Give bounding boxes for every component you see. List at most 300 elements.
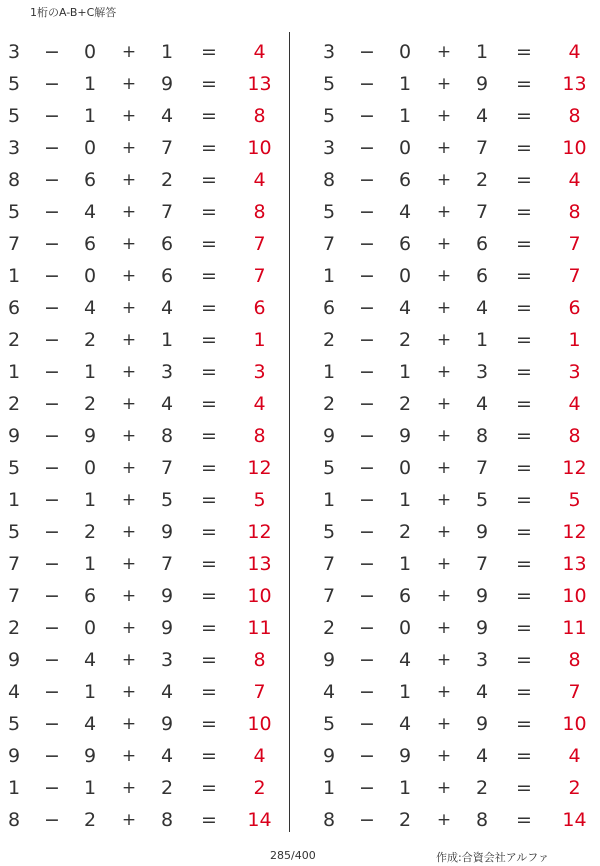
operand-c: 8 bbox=[160, 425, 174, 447]
equals-sign: = bbox=[201, 649, 217, 671]
operand-c: 8 bbox=[160, 809, 174, 831]
minus-sign: − bbox=[44, 201, 60, 223]
plus-sign: + bbox=[436, 106, 452, 126]
operand-b: 2 bbox=[83, 393, 97, 415]
operand-a: 2 bbox=[7, 329, 21, 351]
operand-a: 5 bbox=[322, 201, 336, 223]
operand-b: 1 bbox=[398, 777, 412, 799]
operand-a: 7 bbox=[7, 233, 21, 255]
plus-sign: + bbox=[436, 650, 452, 670]
operand-a: 2 bbox=[7, 617, 21, 639]
equals-sign: = bbox=[201, 713, 217, 735]
equals-sign: = bbox=[201, 489, 217, 511]
equals-sign: = bbox=[516, 489, 532, 511]
operand-b: 1 bbox=[83, 681, 97, 703]
plus-sign: + bbox=[436, 586, 452, 606]
operand-a: 7 bbox=[322, 553, 336, 575]
plus-sign: + bbox=[121, 74, 137, 94]
plus-sign: + bbox=[121, 362, 137, 382]
minus-sign: − bbox=[359, 393, 375, 415]
answer-value: 10 bbox=[562, 585, 587, 607]
problem-row bbox=[315, 388, 595, 420]
plus-sign: + bbox=[436, 490, 452, 510]
minus-sign: − bbox=[359, 745, 375, 767]
minus-sign: − bbox=[44, 745, 60, 767]
problem-row bbox=[0, 740, 280, 772]
page-number: 285/400 bbox=[270, 849, 316, 862]
operand-a: 1 bbox=[322, 361, 336, 383]
operand-a: 8 bbox=[322, 809, 336, 831]
answer-value: 7 bbox=[568, 681, 581, 703]
operand-b: 0 bbox=[83, 457, 97, 479]
problem-row bbox=[0, 228, 280, 260]
plus-sign: + bbox=[436, 746, 452, 766]
equals-sign: = bbox=[516, 713, 532, 735]
problem-row bbox=[0, 580, 280, 612]
problem-row bbox=[0, 516, 280, 548]
answer-value: 4 bbox=[568, 393, 581, 415]
operand-c: 4 bbox=[475, 681, 489, 703]
plus-sign: + bbox=[121, 618, 137, 638]
equals-sign: = bbox=[516, 329, 532, 351]
equals-sign: = bbox=[516, 297, 532, 319]
operand-c: 4 bbox=[160, 745, 174, 767]
minus-sign: − bbox=[44, 233, 60, 255]
operand-a: 5 bbox=[322, 457, 336, 479]
minus-sign: − bbox=[359, 329, 375, 351]
minus-sign: − bbox=[44, 617, 60, 639]
operand-a: 5 bbox=[7, 73, 21, 95]
operand-b: 6 bbox=[83, 169, 97, 191]
problem-row bbox=[315, 516, 595, 548]
problem-row bbox=[315, 676, 595, 708]
answer-value: 1 bbox=[568, 329, 581, 351]
problem-row bbox=[0, 676, 280, 708]
equals-sign: = bbox=[516, 425, 532, 447]
operand-c: 4 bbox=[160, 297, 174, 319]
equals-sign: = bbox=[516, 265, 532, 287]
answer-value: 2 bbox=[568, 777, 581, 799]
problem-row bbox=[315, 612, 595, 644]
plus-sign: + bbox=[121, 714, 137, 734]
plus-sign: + bbox=[436, 810, 452, 830]
equals-sign: = bbox=[516, 457, 532, 479]
plus-sign: + bbox=[121, 426, 137, 446]
operand-a: 6 bbox=[322, 297, 336, 319]
operand-c: 6 bbox=[160, 265, 174, 287]
operand-a: 5 bbox=[7, 201, 21, 223]
equals-sign: = bbox=[201, 201, 217, 223]
minus-sign: − bbox=[359, 425, 375, 447]
minus-sign: − bbox=[359, 457, 375, 479]
answer-value: 13 bbox=[247, 73, 272, 95]
problem-row bbox=[0, 132, 280, 164]
answer-value: 10 bbox=[562, 137, 587, 159]
equals-sign: = bbox=[516, 809, 532, 831]
plus-sign: + bbox=[436, 778, 452, 798]
plus-sign: + bbox=[121, 170, 137, 190]
problem-row bbox=[0, 36, 280, 68]
problem-row bbox=[315, 68, 595, 100]
answer-value: 10 bbox=[562, 713, 587, 735]
plus-sign: + bbox=[121, 138, 137, 158]
answer-value: 13 bbox=[562, 73, 587, 95]
answer-value: 7 bbox=[568, 233, 581, 255]
operand-c: 7 bbox=[475, 201, 489, 223]
problem-row bbox=[315, 804, 595, 836]
answer-value: 4 bbox=[568, 41, 581, 63]
minus-sign: − bbox=[44, 585, 60, 607]
operand-a: 2 bbox=[322, 329, 336, 351]
minus-sign: − bbox=[44, 553, 60, 575]
equals-sign: = bbox=[516, 361, 532, 383]
operand-b: 4 bbox=[83, 649, 97, 671]
answer-value: 3 bbox=[568, 361, 581, 383]
equals-sign: = bbox=[201, 681, 217, 703]
plus-sign: + bbox=[436, 202, 452, 222]
equals-sign: = bbox=[201, 777, 217, 799]
operand-c: 3 bbox=[160, 361, 174, 383]
operand-c: 1 bbox=[160, 329, 174, 351]
equals-sign: = bbox=[201, 393, 217, 415]
operand-b: 0 bbox=[398, 617, 412, 639]
operand-c: 9 bbox=[475, 617, 489, 639]
equals-sign: = bbox=[516, 73, 532, 95]
problem-row bbox=[315, 484, 595, 516]
operand-b: 1 bbox=[83, 553, 97, 575]
minus-sign: − bbox=[44, 41, 60, 63]
operand-a: 1 bbox=[7, 777, 21, 799]
operand-a: 4 bbox=[7, 681, 21, 703]
equals-sign: = bbox=[516, 521, 532, 543]
minus-sign: − bbox=[44, 297, 60, 319]
plus-sign: + bbox=[121, 106, 137, 126]
plus-sign: + bbox=[121, 298, 137, 318]
operand-c: 6 bbox=[475, 233, 489, 255]
problem-row bbox=[315, 708, 595, 740]
answer-column-right bbox=[315, 36, 595, 836]
page-title: 1桁のA-B+C解答 bbox=[30, 6, 117, 19]
operand-b: 1 bbox=[83, 73, 97, 95]
operand-b: 6 bbox=[398, 169, 412, 191]
answer-value: 1 bbox=[253, 329, 266, 351]
problem-row bbox=[315, 772, 595, 804]
operand-a: 9 bbox=[7, 745, 21, 767]
operand-b: 1 bbox=[398, 681, 412, 703]
equals-sign: = bbox=[516, 137, 532, 159]
plus-sign: + bbox=[436, 554, 452, 574]
plus-sign: + bbox=[121, 234, 137, 254]
operand-b: 2 bbox=[398, 809, 412, 831]
minus-sign: − bbox=[359, 169, 375, 191]
minus-sign: − bbox=[44, 105, 60, 127]
operand-b: 6 bbox=[398, 233, 412, 255]
operand-c: 4 bbox=[475, 393, 489, 415]
operand-a: 3 bbox=[7, 41, 21, 63]
operand-c: 4 bbox=[160, 105, 174, 127]
problem-row bbox=[0, 612, 280, 644]
plus-sign: + bbox=[436, 298, 452, 318]
answer-value: 4 bbox=[253, 393, 266, 415]
operand-c: 9 bbox=[160, 713, 174, 735]
operand-a: 1 bbox=[322, 265, 336, 287]
equals-sign: = bbox=[516, 169, 532, 191]
operand-a: 1 bbox=[7, 265, 21, 287]
operand-a: 3 bbox=[7, 137, 21, 159]
equals-sign: = bbox=[516, 201, 532, 223]
problem-row bbox=[0, 292, 280, 324]
equals-sign: = bbox=[201, 265, 217, 287]
answer-value: 3 bbox=[253, 361, 266, 383]
answer-value: 8 bbox=[253, 425, 266, 447]
plus-sign: + bbox=[436, 394, 452, 414]
problem-row bbox=[315, 452, 595, 484]
operand-b: 4 bbox=[83, 713, 97, 735]
equals-sign: = bbox=[201, 41, 217, 63]
answer-value: 12 bbox=[562, 457, 587, 479]
operand-a: 5 bbox=[7, 521, 21, 543]
answer-value: 13 bbox=[562, 553, 587, 575]
minus-sign: − bbox=[359, 489, 375, 511]
answer-value: 14 bbox=[247, 809, 272, 831]
operand-a: 7 bbox=[7, 585, 21, 607]
equals-sign: = bbox=[201, 169, 217, 191]
problem-row bbox=[315, 324, 595, 356]
problem-row bbox=[0, 388, 280, 420]
plus-sign: + bbox=[436, 714, 452, 734]
operand-b: 2 bbox=[398, 521, 412, 543]
operand-a: 5 bbox=[7, 457, 21, 479]
equals-sign: = bbox=[516, 649, 532, 671]
answer-value: 6 bbox=[568, 297, 581, 319]
operand-a: 2 bbox=[7, 393, 21, 415]
operand-b: 4 bbox=[83, 201, 97, 223]
minus-sign: − bbox=[44, 649, 60, 671]
equals-sign: = bbox=[516, 105, 532, 127]
plus-sign: + bbox=[121, 394, 137, 414]
operand-c: 9 bbox=[475, 521, 489, 543]
operand-c: 9 bbox=[475, 585, 489, 607]
plus-sign: + bbox=[121, 266, 137, 286]
operand-b: 1 bbox=[398, 489, 412, 511]
operand-b: 1 bbox=[83, 361, 97, 383]
operand-b: 6 bbox=[398, 585, 412, 607]
minus-sign: − bbox=[44, 777, 60, 799]
minus-sign: − bbox=[44, 265, 60, 287]
operand-a: 8 bbox=[7, 809, 21, 831]
equals-sign: = bbox=[201, 457, 217, 479]
operand-b: 0 bbox=[83, 41, 97, 63]
plus-sign: + bbox=[121, 778, 137, 798]
problem-row bbox=[0, 196, 280, 228]
operand-b: 1 bbox=[398, 105, 412, 127]
problem-row bbox=[0, 452, 280, 484]
operand-c: 4 bbox=[475, 745, 489, 767]
answer-value: 11 bbox=[247, 617, 272, 639]
plus-sign: + bbox=[121, 458, 137, 478]
operand-c: 2 bbox=[475, 169, 489, 191]
minus-sign: − bbox=[44, 809, 60, 831]
operand-c: 7 bbox=[160, 201, 174, 223]
plus-sign: + bbox=[436, 426, 452, 446]
operand-b: 4 bbox=[398, 201, 412, 223]
operand-a: 6 bbox=[7, 297, 21, 319]
operand-b: 4 bbox=[83, 297, 97, 319]
equals-sign: = bbox=[201, 73, 217, 95]
answer-value: 6 bbox=[253, 297, 266, 319]
operand-a: 7 bbox=[322, 585, 336, 607]
operand-a: 5 bbox=[322, 521, 336, 543]
answer-value: 4 bbox=[253, 41, 266, 63]
equals-sign: = bbox=[201, 553, 217, 575]
operand-a: 3 bbox=[322, 137, 336, 159]
plus-sign: + bbox=[436, 170, 452, 190]
answer-value: 8 bbox=[568, 425, 581, 447]
plus-sign: + bbox=[436, 266, 452, 286]
operand-c: 9 bbox=[475, 73, 489, 95]
plus-sign: + bbox=[436, 138, 452, 158]
problem-row bbox=[315, 260, 595, 292]
operand-b: 1 bbox=[398, 553, 412, 575]
problem-row bbox=[0, 804, 280, 836]
operand-b: 0 bbox=[398, 137, 412, 159]
equals-sign: = bbox=[201, 105, 217, 127]
operand-b: 2 bbox=[83, 329, 97, 351]
answer-value: 7 bbox=[568, 265, 581, 287]
operand-b: 2 bbox=[83, 809, 97, 831]
minus-sign: − bbox=[44, 361, 60, 383]
problem-row bbox=[0, 356, 280, 388]
problem-row bbox=[315, 580, 595, 612]
answer-value: 10 bbox=[247, 713, 272, 735]
minus-sign: − bbox=[359, 585, 375, 607]
operand-a: 5 bbox=[322, 73, 336, 95]
author-credit: 作成:合資会社アルファ bbox=[436, 851, 550, 864]
operand-c: 7 bbox=[160, 137, 174, 159]
operand-b: 4 bbox=[398, 713, 412, 735]
operand-a: 5 bbox=[7, 105, 21, 127]
minus-sign: − bbox=[44, 489, 60, 511]
equals-sign: = bbox=[516, 585, 532, 607]
equals-sign: = bbox=[516, 617, 532, 639]
equals-sign: = bbox=[201, 809, 217, 831]
operand-b: 1 bbox=[398, 73, 412, 95]
answer-value: 7 bbox=[253, 265, 266, 287]
operand-c: 2 bbox=[475, 777, 489, 799]
plus-sign: + bbox=[436, 234, 452, 254]
operand-c: 7 bbox=[160, 553, 174, 575]
equals-sign: = bbox=[516, 777, 532, 799]
problem-row bbox=[315, 292, 595, 324]
operand-c: 6 bbox=[475, 265, 489, 287]
operand-a: 1 bbox=[322, 777, 336, 799]
minus-sign: − bbox=[359, 777, 375, 799]
operand-c: 3 bbox=[475, 649, 489, 671]
problem-row bbox=[315, 420, 595, 452]
operand-b: 1 bbox=[398, 361, 412, 383]
operand-b: 0 bbox=[83, 137, 97, 159]
answer-value: 8 bbox=[568, 649, 581, 671]
minus-sign: − bbox=[359, 649, 375, 671]
plus-sign: + bbox=[121, 490, 137, 510]
problem-row bbox=[0, 484, 280, 516]
plus-sign: + bbox=[436, 330, 452, 350]
operand-a: 1 bbox=[7, 489, 21, 511]
operand-a: 9 bbox=[322, 745, 336, 767]
plus-sign: + bbox=[121, 202, 137, 222]
equals-sign: = bbox=[516, 41, 532, 63]
equals-sign: = bbox=[201, 617, 217, 639]
equals-sign: = bbox=[516, 745, 532, 767]
minus-sign: − bbox=[44, 457, 60, 479]
minus-sign: − bbox=[44, 393, 60, 415]
problem-row bbox=[0, 548, 280, 580]
problem-row bbox=[315, 228, 595, 260]
operand-a: 5 bbox=[322, 105, 336, 127]
plus-sign: + bbox=[436, 458, 452, 478]
minus-sign: − bbox=[359, 809, 375, 831]
equals-sign: = bbox=[201, 329, 217, 351]
operand-c: 4 bbox=[475, 297, 489, 319]
operand-c: 6 bbox=[160, 233, 174, 255]
operand-b: 9 bbox=[83, 425, 97, 447]
plus-sign: + bbox=[121, 42, 137, 62]
answer-value: 8 bbox=[568, 105, 581, 127]
operand-a: 9 bbox=[7, 425, 21, 447]
operand-a: 7 bbox=[7, 553, 21, 575]
minus-sign: − bbox=[359, 233, 375, 255]
answer-value: 7 bbox=[253, 681, 266, 703]
operand-a: 9 bbox=[7, 649, 21, 671]
plus-sign: + bbox=[436, 42, 452, 62]
operand-b: 0 bbox=[398, 265, 412, 287]
equals-sign: = bbox=[201, 137, 217, 159]
plus-sign: + bbox=[121, 810, 137, 830]
operand-b: 0 bbox=[398, 41, 412, 63]
operand-b: 1 bbox=[83, 777, 97, 799]
answer-value: 10 bbox=[247, 585, 272, 607]
operand-b: 0 bbox=[83, 617, 97, 639]
answer-value: 10 bbox=[247, 137, 272, 159]
operand-b: 2 bbox=[398, 393, 412, 415]
operand-b: 1 bbox=[83, 489, 97, 511]
problem-row bbox=[0, 324, 280, 356]
column-divider bbox=[289, 32, 290, 832]
operand-b: 6 bbox=[83, 233, 97, 255]
equals-sign: = bbox=[201, 585, 217, 607]
operand-c: 8 bbox=[475, 809, 489, 831]
minus-sign: − bbox=[359, 137, 375, 159]
operand-c: 8 bbox=[475, 425, 489, 447]
operand-b: 4 bbox=[398, 297, 412, 319]
operand-c: 4 bbox=[160, 681, 174, 703]
minus-sign: − bbox=[44, 137, 60, 159]
operand-a: 5 bbox=[7, 713, 21, 735]
minus-sign: − bbox=[359, 521, 375, 543]
equals-sign: = bbox=[516, 553, 532, 575]
answer-value: 5 bbox=[253, 489, 266, 511]
answer-value: 8 bbox=[253, 649, 266, 671]
problem-row bbox=[0, 164, 280, 196]
minus-sign: − bbox=[359, 617, 375, 639]
plus-sign: + bbox=[436, 522, 452, 542]
operand-c: 9 bbox=[160, 521, 174, 543]
problem-row bbox=[0, 644, 280, 676]
operand-b: 6 bbox=[83, 585, 97, 607]
minus-sign: − bbox=[44, 73, 60, 95]
problem-row bbox=[0, 420, 280, 452]
equals-sign: = bbox=[516, 681, 532, 703]
